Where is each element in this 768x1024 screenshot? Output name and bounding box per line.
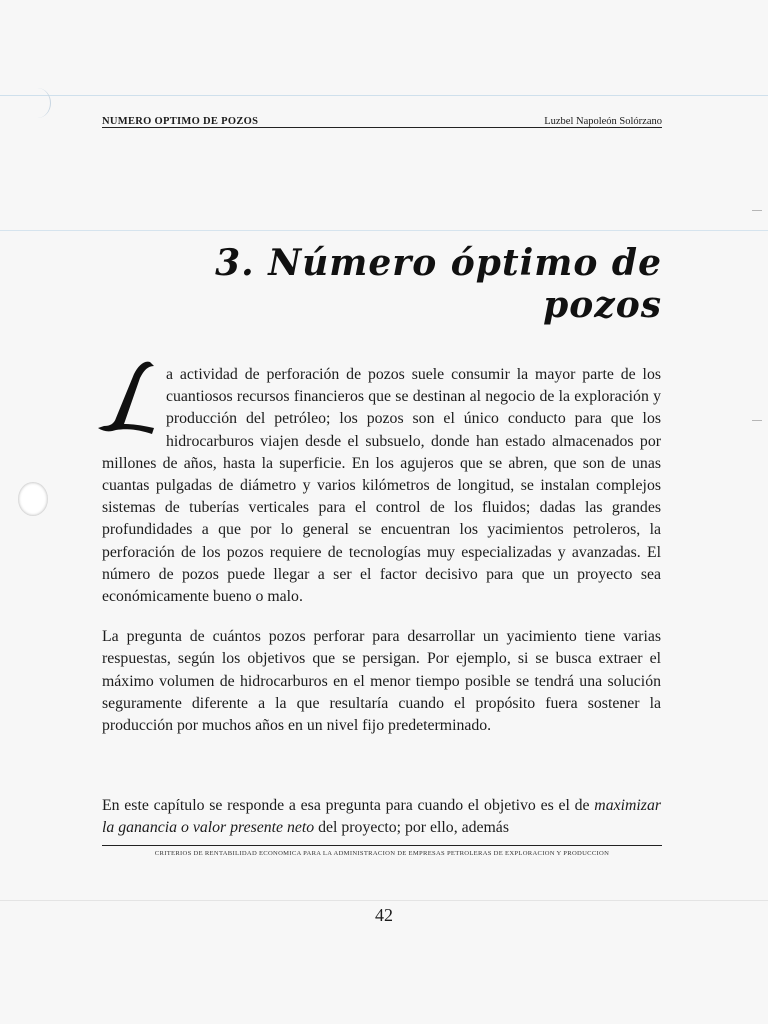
page-number: 42 bbox=[375, 905, 393, 925]
body-text bbox=[102, 364, 661, 737]
scan-fold-line-middle bbox=[0, 230, 768, 231]
chapter-title: 3. Número óptimo de pozos bbox=[215, 242, 662, 326]
drop-cap-glyph bbox=[94, 358, 164, 438]
running-footer: CRITERIOS DE RENTABILIDAD ECONOMICA PARA LA ADMINISTRACION DE EMPRESAS PETROLERAS DE EXPLORACION Y PRODUCCION bbox=[102, 845, 662, 857]
binder-hole-top bbox=[24, 88, 51, 118]
drop-cap bbox=[102, 364, 162, 438]
scan-fold-line-top bbox=[0, 95, 768, 96]
scan-fold-line-bottom bbox=[0, 900, 768, 901]
running-header bbox=[102, 109, 662, 128]
paragraph-3 bbox=[102, 795, 661, 839]
paragraph-1-text: a actividad de perforación de pozos suele consumir la mayor parte de los cuantiosos recursos financieros que se destinan al negocio de la exploración y producción del petróleo; los pozos son el único conducto para que los hidrocarburos viajen desde el subsuelo, donde han estado almacenados por millones de años, hasta la superficie. En los agujeros que se abren, que son de unas cuantas pulgadas de diámetro y varios kilómetros de longitud, se instalan complejos sistemas de tuberías verticales para el control de los fluidos; dadas las grandes profundidades a que por lo general se encuentran los yacimientos petroleros, la perforación de los pozos requiere de tecnologías muy especializadas y avanzadas. El número de pozos puede llegar a ser el factor decisivo para que un proyecto sea económicamente bueno o malo. bbox=[102, 366, 661, 606]
header-chapter-name: NUMERO OPTIMO DE POZOS bbox=[102, 116, 259, 127]
paragraph-2: La pregunta de cuántos pozos perforar para desarrollar un yacimiento tiene varias respuestas, según los objetivos que se persigan. Por ejemplo, si se busca extraer el máximo volumen de hidrocarburos en el menor tiempo posible se tendrá una solución seguramente diferente a la que resultaría cuando el propósito fuera sostener la producción por muchos años en un nivel fijo predeterminado. bbox=[102, 628, 661, 735]
paragraph-3-end: del proyecto; por ello, además bbox=[314, 819, 509, 837]
paragraph-3-start: En este capítulo se responde a esa pregunta para cuando el objetivo es el de bbox=[102, 797, 590, 814]
edge-mark bbox=[752, 210, 762, 211]
header-author: Luzbel Napoleón Solórzano bbox=[544, 116, 662, 127]
paragraph-3-emphasis: maximizar la ganancia o valor presente neto bbox=[102, 797, 661, 837]
binder-hole-middle bbox=[18, 482, 48, 516]
edge-mark bbox=[752, 420, 762, 421]
paragraph-1 bbox=[102, 364, 661, 608]
